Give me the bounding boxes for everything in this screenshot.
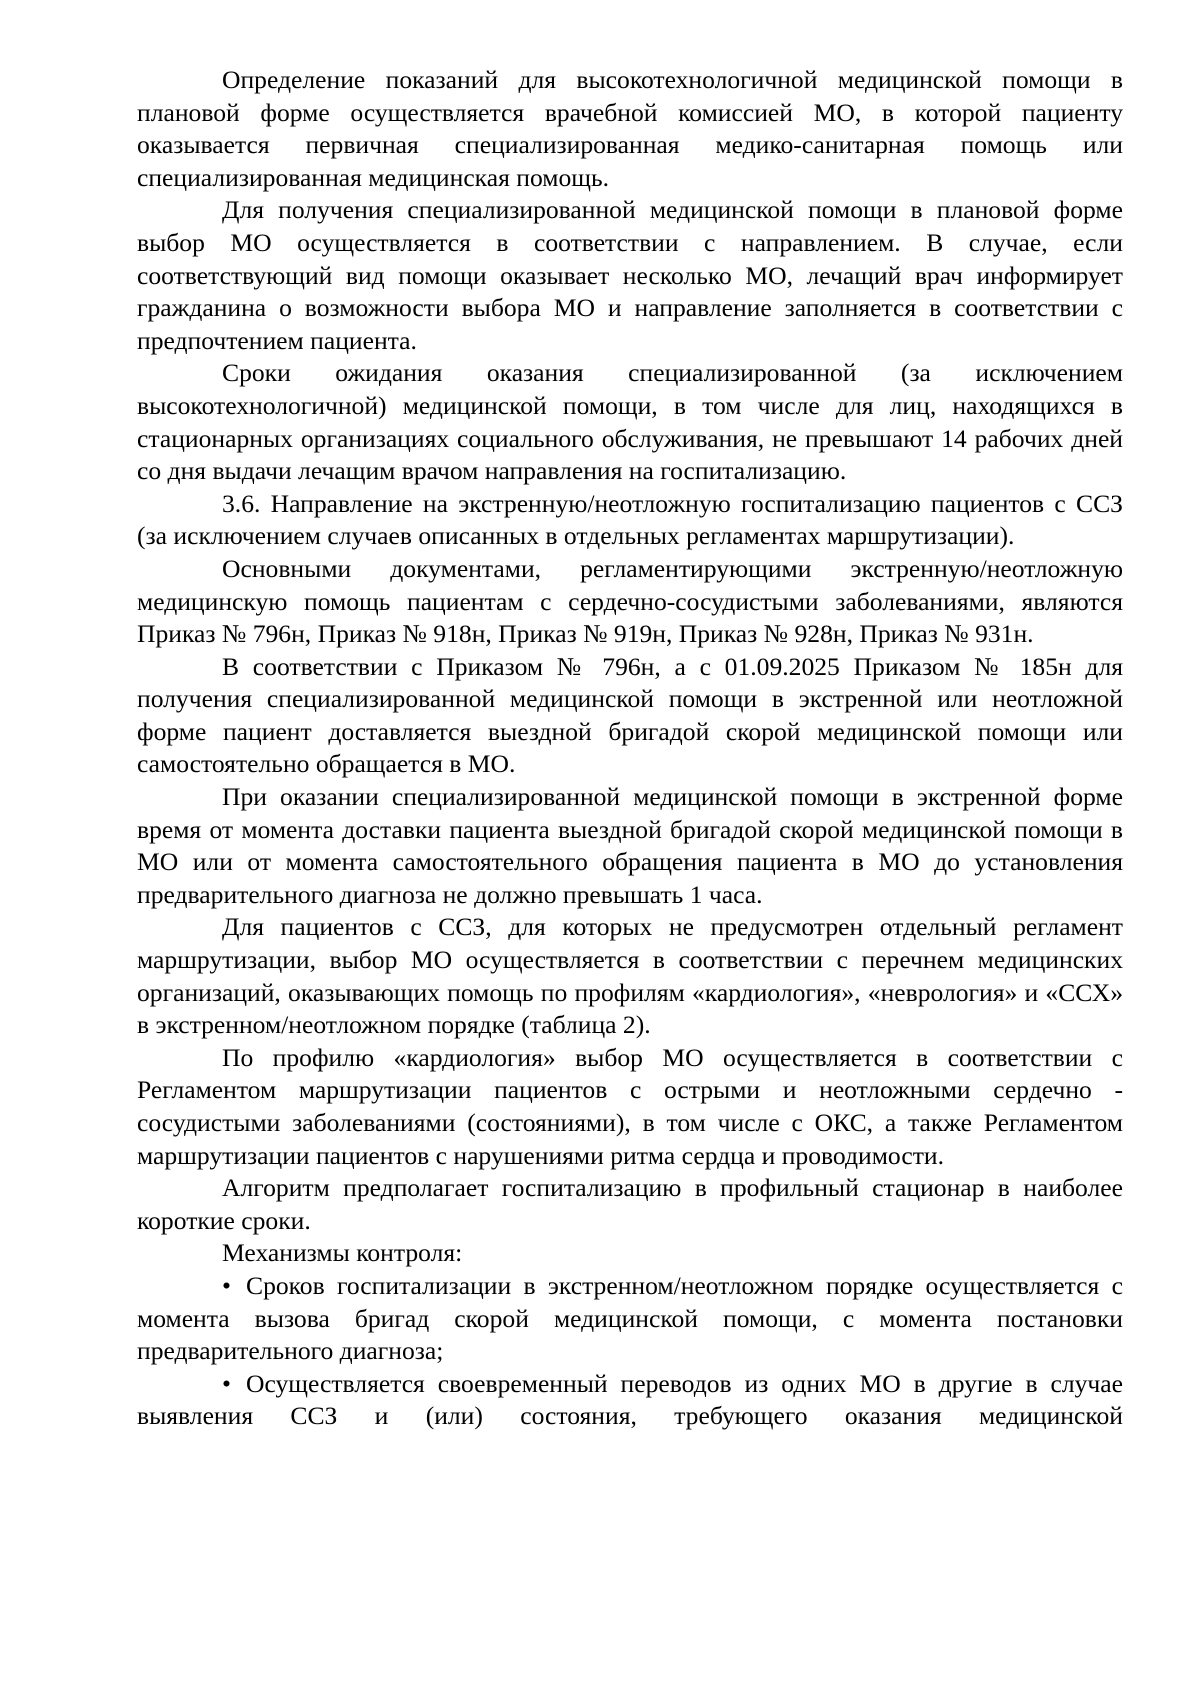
paragraph-main-documents: Основными документами, регламентирующими экстренную/неотложную медицинскую помощь пациентам с сердечно-сосудистыми заболеваниями, являются Приказ № 796н, Приказ № 918н, Приказ № 919н, Приказ № 928н, Приказ № 931н. xyxy=(137,553,1123,649)
paragraph-ssz-patients: Для пациентов с ССЗ, для которых не предусмотрен отдельный регламент маршрутизации, выбор МО осуществляется в соответствии с перечнем медицинских организаций, оказывающих помощь по профилям «кардиология», «неврология» и «ССХ» в экстренном/неотложном порядке (таблица 2). xyxy=(137,912,1123,1040)
bullet-text: Сроков госпитализации в экстренном/неотложном порядке осуществляется с момента вызова бригад скорой медицинской помощи, с момента постановки предварительного диагноза; xyxy=(137,1270,1123,1366)
paragraph-order-796n: В соответствии с Приказом № 796н, а с 01.09.2025 Приказом № 185н для получения специализированной медицинской помощи в экстренной или неотложной форме пациент доставляется выездной бригадой скорой медицинской помощи или самостоятельно обращается в МО. xyxy=(137,651,1123,779)
bullet-item xyxy=(137,1270,1123,1368)
paragraph-vmp-indications: Определение показаний для высокотехнологичной медицинской помощи в плановой форме осуществляется врачебной комиссией МО, в которой пациенту оказывается первичная специализированная медико-санитарная помощь или специализированная медицинская помощь. xyxy=(137,65,1123,192)
paragraph-control-mechanisms: Механизмы контроля: xyxy=(222,1238,463,1268)
paragraph-waiting-times: Сроки ожидания оказания специализированной (за исключением высокотехнологичной) медицинской помощи, в том числе для лиц, находящихся в стационарных организациях социального обслуживания, не превышают 14 рабочих дней со дня выдачи лечащим врачом направления на госпитализацию. xyxy=(137,358,1123,486)
bullet-icon: • xyxy=(222,1270,231,1300)
paragraph-planned-care-choice: Для получения специализированной медицинской помощи в плановой форме выбор МО осуществляется в соответствии с направлением. В случае, если соответствующий вид помощи оказывает несколько МО, лечащий врач информирует гражданина о возможности выбора МО и направление заполняется в соответствии с предпочтением пациента. xyxy=(137,195,1123,355)
paragraph-algorithm: Алгоритм предполагает госпитализацию в профильный стационар в наиболее короткие сроки. xyxy=(137,1173,1123,1235)
section-heading-3-6: 3.6. Направление на экстренную/неотложную госпитализацию пациентов с ССЗ (за исключением случаев описанных в отдельных регламентах маршрутизации). xyxy=(137,488,1123,551)
paragraph-cardiology-profile: По профилю «кардиология» выбор МО осуществляется в соответствии с Регламентом маршрутизации пациентов с острыми и неотложными сердечно - сосудистыми заболеваниями (состояниями), в том числе с ОКС, а также Регламентом маршрутизации пациентов с нарушениями ритма сердца и проводимости. xyxy=(137,1042,1123,1170)
bullet-icon: • xyxy=(222,1368,231,1398)
bullet-item xyxy=(137,1368,1123,1433)
paragraph-emergency-time: При оказании специализированной медицинской помощи в экстренной форме время от момента доставки пациента выездной бригадой скорой медицинской помощи в МО или от момента самостоятельного обращения пациента в МО до установления предварительного диагноза не должно превышать 1 часа. xyxy=(137,782,1123,909)
document-page xyxy=(137,64,1123,1433)
bullet-text: Осуществляется своевременный переводов из одних МО в другие в случае выявления ССЗ и (или) состояния, требующего оказания медицинской xyxy=(137,1368,1123,1431)
